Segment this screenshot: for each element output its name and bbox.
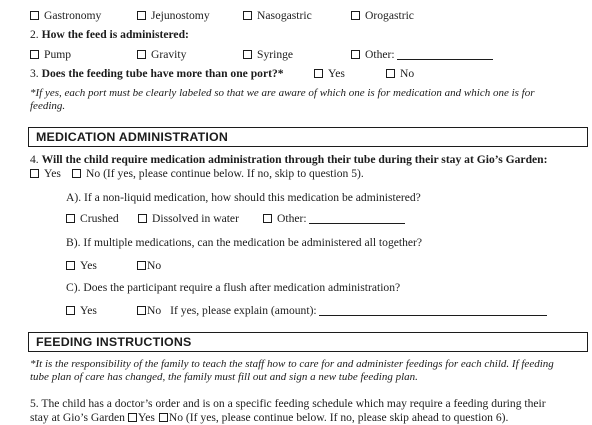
orogastric-label: Orogastric [365,9,414,22]
q4-no-checkbox[interactable] [72,169,81,178]
q4c-yes-checkbox[interactable] [66,306,75,315]
syringe-checkbox[interactable] [243,50,252,59]
question-2-number: 2. [30,28,39,41]
dissolved-label: Dissolved in water [152,212,239,225]
other-med-checkbox[interactable] [263,214,272,223]
q4-no-label: No (If yes, please continue below. If no, skip to question 5). [86,167,364,180]
q4c-no-label: No [147,304,162,317]
pump-checkbox[interactable] [30,50,39,59]
gravity-checkbox[interactable] [137,50,146,59]
flush-explain-label: If yes, please explain (amount): [170,304,317,317]
gastronomy-label: Gastronomy [44,9,102,22]
medication-section-header [28,127,588,147]
q3-yes-option[interactable] [314,67,345,80]
option-nasogastric[interactable] [243,9,312,22]
question-4 [30,153,547,166]
option-other-med[interactable] [263,212,405,225]
q5-no-checkbox[interactable] [159,413,168,422]
question-4b: B). If multiple medications, can the medication be administered all together? [66,236,423,249]
question-5-line-2 [30,411,508,424]
q5-yes-checkbox[interactable] [128,413,137,422]
other-med-label: Other: [277,212,307,225]
option-jejunostomy[interactable] [137,9,210,22]
q4b-no-label: No [147,259,162,272]
question-4-text: Will the child require medication administration through their tube during their stay at Gio’s Garden: [41,153,548,166]
question-3 [30,67,284,80]
jejunostomy-checkbox[interactable] [137,11,146,20]
q4c-yes-label: Yes [80,304,97,317]
jejunostomy-label: Jejunostomy [151,9,210,22]
nasogastric-label: Nasogastric [257,9,312,22]
question-2-text: How the feed is administered: [41,28,189,41]
nasogastric-checkbox[interactable] [243,11,252,20]
q3-no-checkbox[interactable] [386,69,395,78]
feeding-responsibility-note: *It is the responsibility of the family to teach the staff how to care for and administer feedings for each child. If feeding tube plan of care has changed, the family must fill out and sign a new tube feeding plan. [30,358,554,383]
question-4-number: 4. [30,153,39,166]
q5-yes-label: Yes [137,411,155,424]
dissolved-checkbox[interactable] [138,214,147,223]
syringe-label: Syringe [257,48,294,61]
option-gravity[interactable] [137,48,186,61]
option-gastronomy[interactable] [30,9,101,22]
option-syringe[interactable] [243,48,293,61]
option-crushed[interactable] [66,212,119,225]
q5-no-label: No (If yes, please continue below. If no, please skip ahead to question 6). [168,411,509,424]
other-med-input[interactable] [309,214,405,224]
other-feed-input[interactable] [397,50,493,60]
q4b-yes-label: Yes [80,259,97,272]
question-2 [30,28,189,41]
q4-yes-label: Yes [44,167,61,180]
q4c-no-option[interactable] [137,304,547,317]
feeding-section-header [28,332,588,352]
q4b-no-checkbox[interactable] [137,261,146,270]
q4b-yes-checkbox[interactable] [66,261,75,270]
gravity-label: Gravity [151,48,187,61]
q3-yes-label: Yes [328,67,345,80]
q3-no-label: No [400,67,415,80]
option-pump[interactable] [30,48,71,61]
other-feed-checkbox[interactable] [351,50,360,59]
medication-section-title: MEDICATION ADMINISTRATION [36,130,228,144]
q4-no-option[interactable] [72,167,364,180]
q4-yes-option[interactable] [30,167,61,180]
option-dissolved[interactable] [138,212,239,225]
crushed-label: Crushed [80,212,119,225]
gastronomy-checkbox[interactable] [30,11,39,20]
q3-yes-checkbox[interactable] [314,69,323,78]
question-5-line-1: 5. The child has a doctor’s order and is on a specific feeding schedule which may require a feeding during their [30,397,546,410]
flush-explain-input[interactable] [319,306,547,316]
option-other-feed[interactable] [351,48,493,61]
question-4a: A). If a non-liquid medication, how should this medication be administered? [66,191,421,204]
question-5-prefix: stay at Gio’s Garden [30,411,125,424]
q4-yes-checkbox[interactable] [30,169,39,178]
crushed-checkbox[interactable] [66,214,75,223]
port-label-note: *If yes, each port must be clearly labeled so that we are aware of which one is for medication and which one is for feeding. [30,87,535,112]
orogastric-checkbox[interactable] [351,11,360,20]
question-3-text: Does the feeding tube have more than one port?* [41,67,284,80]
q4b-no-option[interactable] [137,259,161,272]
feeding-section-title: FEEDING INSTRUCTIONS [36,335,192,349]
pump-label: Pump [44,48,72,61]
q3-no-option[interactable] [386,67,414,80]
q4c-no-checkbox[interactable] [137,306,146,315]
option-orogastric[interactable] [351,9,414,22]
q4c-yes-option[interactable] [66,304,97,317]
question-4c: C). Does the participant require a flush after medication administration? [66,281,401,294]
question-3-number: 3. [30,67,39,80]
q4b-yes-option[interactable] [66,259,97,272]
other-feed-label: Other: [365,48,395,61]
